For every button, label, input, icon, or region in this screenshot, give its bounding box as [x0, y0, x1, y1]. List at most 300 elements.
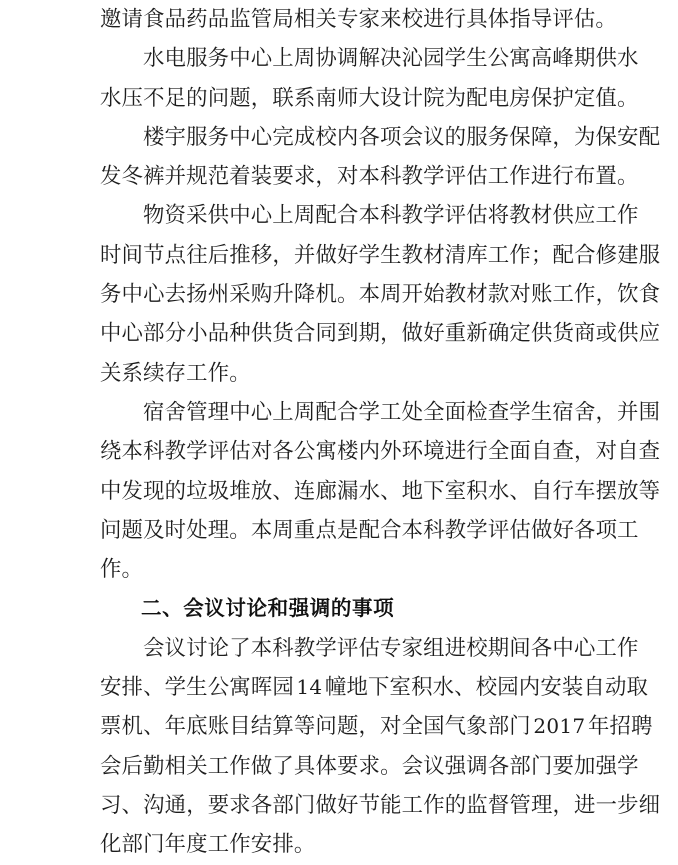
glyph: 解: [358, 46, 381, 72]
glyph: 评: [336, 635, 359, 661]
glyph: 估: [509, 517, 531, 543]
glyph: 协: [315, 46, 337, 72]
paragraph-line: [100, 393, 661, 432]
glyph: 周: [293, 203, 316, 229]
glyph: ，: [595, 399, 618, 425]
glyph: 要: [337, 753, 359, 779]
glyph: 行: [466, 439, 488, 465]
glyph: 、: [272, 478, 294, 504]
glyph: 评: [487, 517, 510, 543]
glyph: ，: [574, 439, 596, 465]
glyph: 进: [574, 792, 596, 818]
glyph: 楼: [143, 124, 165, 150]
glyph: 围: [638, 399, 661, 425]
paragraph-line: [100, 236, 661, 275]
glyph: 中: [229, 203, 251, 229]
glyph: 细: [638, 792, 661, 818]
glyph: 问: [100, 517, 122, 543]
glyph: 本: [358, 203, 381, 229]
line-indent: [100, 118, 143, 157]
paragraph-line: [100, 786, 661, 825]
glyph: 自: [530, 478, 553, 504]
glyph: 工: [380, 399, 402, 425]
glyph: 校: [315, 124, 337, 150]
glyph: 务: [207, 46, 230, 72]
glyph: 周: [293, 399, 316, 425]
glyph: 会: [100, 753, 122, 779]
glyph: ，: [552, 792, 575, 818]
glyph: 同: [315, 321, 338, 347]
glyph: 自: [530, 439, 553, 465]
glyph: 应: [638, 321, 661, 347]
glyph: 中: [552, 635, 574, 661]
glyph: 了: [229, 635, 251, 661]
glyph: 材: [423, 242, 445, 268]
glyph: 。: [337, 282, 359, 308]
glyph: 心: [573, 635, 596, 661]
inline-text: 幢地下室积水、校园内安装自动取: [324, 675, 649, 701]
glyph: 合: [293, 321, 316, 347]
glyph: 部: [143, 321, 165, 347]
inline-number: 2017: [533, 714, 586, 739]
glyph: 电: [164, 46, 187, 72]
glyph: 学: [186, 439, 208, 465]
glyph: 楼: [337, 439, 359, 465]
glyph: 体: [315, 753, 338, 779]
glyph: 堆: [229, 478, 251, 504]
paragraph-line: [100, 39, 639, 78]
glyph: 教: [164, 439, 187, 465]
glyph: 舍: [164, 399, 187, 425]
glyph: 服: [466, 124, 488, 150]
glyph: 调: [466, 753, 488, 779]
glyph: 修: [595, 242, 618, 268]
glyph: 物: [143, 203, 165, 229]
glyph: 服: [186, 46, 208, 72]
glyph: 应: [573, 203, 596, 229]
glyph: 后: [207, 242, 230, 268]
glyph: 习: [100, 792, 122, 818]
glyph: 节: [143, 242, 165, 268]
glyph: 作: [229, 753, 251, 779]
glyph: 生: [466, 46, 488, 72]
glyph: 教: [401, 203, 424, 229]
glyph: 管: [186, 399, 208, 425]
glyph: 心: [250, 399, 273, 425]
glyph: 连: [293, 478, 316, 504]
glyph: 做: [250, 753, 273, 779]
paragraph-line: 水压不足的问题，联系南师大设计院为配电房保护定值。: [100, 85, 639, 111]
glyph: 积: [466, 478, 488, 504]
glyph: ，: [272, 242, 294, 268]
glyph: 中: [229, 46, 251, 72]
glyph: 为: [573, 124, 596, 150]
glyph: 中: [121, 282, 144, 308]
glyph: 寓: [315, 439, 338, 465]
glyph: 心: [250, 203, 273, 229]
glyph: 好: [552, 517, 575, 543]
glyph: 务: [207, 124, 230, 150]
glyph: 工: [552, 282, 575, 308]
glyph: 环: [401, 439, 424, 465]
glyph: 配: [315, 203, 337, 229]
glyph: ，: [186, 792, 208, 818]
glyph: 心: [143, 282, 165, 308]
glyph: 供: [207, 203, 230, 229]
glyph: 本: [250, 517, 273, 543]
glyph: 议: [164, 635, 187, 661]
paragraph-line: 化部门年度工作安排。: [100, 832, 316, 858]
glyph: 期: [487, 635, 510, 661]
glyph: 各: [358, 124, 381, 150]
glyph: 商: [574, 321, 596, 347]
glyph: 各: [487, 753, 510, 779]
glyph: 供: [250, 321, 273, 347]
glyph: 寓: [509, 46, 531, 72]
glyph: 要: [552, 753, 575, 779]
glyph: 调: [336, 46, 359, 72]
glyph: 作: [509, 242, 531, 268]
glyph: 后: [121, 753, 144, 779]
glyph: 、: [121, 792, 144, 818]
glyph: 是: [337, 517, 359, 543]
glyph: 上: [272, 203, 294, 229]
glyph: 工: [207, 753, 230, 779]
glyph: 扬: [186, 282, 208, 308]
glyph: 饮: [617, 282, 639, 308]
glyph: 州: [207, 282, 230, 308]
glyph: 漏: [337, 478, 359, 504]
glyph: 各: [574, 517, 596, 543]
glyph: 论: [207, 635, 230, 661]
glyph: 生: [530, 399, 553, 425]
glyph: 采: [186, 203, 208, 229]
glyph: 各: [530, 635, 553, 661]
glyph: 校: [466, 635, 488, 661]
glyph: 重: [293, 517, 316, 543]
glyph: 工: [487, 242, 510, 268]
glyph: 、: [380, 478, 402, 504]
glyph: 求: [229, 792, 251, 818]
glyph: 了: [272, 753, 294, 779]
glyph: 合: [380, 517, 402, 543]
glyph: 进: [444, 635, 467, 661]
glyph: 加: [574, 753, 596, 779]
glyph: 室: [444, 478, 467, 504]
glyph: 中: [100, 478, 122, 504]
glyph: 安: [617, 124, 639, 150]
glyph: 内: [358, 439, 381, 465]
glyph: 建: [617, 242, 639, 268]
glyph: 合: [336, 399, 359, 425]
glyph: 境: [423, 439, 445, 465]
glyph: 会: [143, 635, 165, 661]
glyph: 估: [466, 203, 488, 229]
glyph: 绕: [100, 439, 122, 465]
glyph: 间: [509, 635, 531, 661]
glyph: 服: [638, 242, 661, 268]
glyph: 本: [401, 517, 424, 543]
glyph: 配: [358, 517, 381, 543]
glyph: 教: [401, 242, 424, 268]
paragraph-line: [100, 629, 639, 668]
glyph: 合: [574, 242, 596, 268]
glyph: 推: [229, 242, 251, 268]
glyph: 公: [293, 439, 316, 465]
glyph: 全: [423, 399, 445, 425]
glyph: 放: [250, 478, 273, 504]
glyph: 的: [164, 478, 187, 504]
glyph: 部: [272, 792, 294, 818]
glyph: 强: [444, 753, 467, 779]
glyph: 本: [121, 439, 144, 465]
glyph: 圾: [207, 478, 230, 504]
glyph: 现: [143, 478, 165, 504]
glyph: 议: [423, 753, 445, 779]
glyph: 舍: [573, 399, 596, 425]
glyph: 部: [509, 753, 531, 779]
paragraph-line: [100, 707, 653, 746]
glyph: 好: [337, 242, 359, 268]
glyph: 公: [487, 46, 510, 72]
glyph: 作: [617, 203, 639, 229]
paragraph-line: [100, 472, 661, 511]
glyph: 好: [423, 321, 445, 347]
glyph: 各: [250, 792, 273, 818]
glyph: 会: [401, 753, 424, 779]
paragraph-line: [100, 668, 649, 707]
glyph: 账: [530, 282, 553, 308]
glyph: 、: [509, 478, 531, 504]
glyph: 种: [229, 321, 251, 347]
glyph: ，: [552, 124, 574, 150]
glyph: 高: [530, 46, 553, 72]
glyph: 沁: [401, 46, 424, 72]
glyph: 供: [595, 46, 618, 72]
glyph: 去: [164, 282, 187, 308]
glyph: 库: [466, 242, 488, 268]
line-indent: [100, 393, 143, 432]
glyph: 会: [401, 124, 424, 150]
glyph: 资: [164, 203, 187, 229]
glyph: 。: [229, 517, 251, 543]
inline-text: 年招聘: [587, 714, 653, 740]
glyph: 面: [509, 439, 531, 465]
glyph: 学: [315, 635, 337, 661]
glyph: 始: [423, 282, 445, 308]
glyph: 并: [617, 399, 639, 425]
glyph: 配: [315, 399, 337, 425]
glyph: 对: [509, 282, 531, 308]
glyph: 理: [530, 792, 553, 818]
glyph: 园: [423, 46, 445, 72]
glyph: 学: [466, 517, 488, 543]
glyph: 教: [444, 282, 467, 308]
glyph: 要: [207, 792, 230, 818]
paragraph-line: [100, 314, 661, 353]
glyph: 水: [617, 46, 639, 72]
glyph: 上: [272, 399, 294, 425]
glyph: 门: [293, 792, 316, 818]
glyph: 对: [250, 439, 273, 465]
glyph: 水: [487, 478, 510, 504]
glyph: 评: [444, 203, 467, 229]
glyph: 时: [164, 517, 187, 543]
line-indent: [100, 39, 143, 78]
glyph: 工: [595, 203, 618, 229]
glyph: 保: [595, 124, 618, 150]
glyph: 服: [186, 124, 208, 150]
glyph: 将: [487, 203, 510, 229]
glyph: 检: [466, 399, 488, 425]
paragraph-line: 作。: [100, 557, 144, 583]
glyph: 成: [293, 124, 316, 150]
glyph: 科: [423, 517, 445, 543]
glyph: 时: [100, 242, 122, 268]
glyph: 宿: [552, 399, 574, 425]
paragraph-line: 发冬裤并规范着装要求，对本科教学评估工作进行布置。: [100, 164, 639, 190]
glyph: 科: [143, 439, 165, 465]
glyph: 升: [272, 282, 294, 308]
glyph: 决: [380, 46, 402, 72]
glyph: 心: [121, 321, 144, 347]
glyph: 做: [315, 242, 338, 268]
glyph: 食: [638, 282, 661, 308]
glyph: 估: [229, 439, 251, 465]
paragraph-line: [100, 275, 661, 314]
paragraph-line: 关系续存工作。: [100, 360, 251, 386]
glyph: 务: [100, 282, 122, 308]
glyph: 学: [358, 242, 381, 268]
glyph: 开: [401, 282, 424, 308]
glyph: 机: [315, 282, 338, 308]
glyph: 教: [509, 203, 531, 229]
glyph: 期: [573, 46, 596, 72]
glyph: 定: [509, 321, 531, 347]
glyph: 做: [530, 517, 553, 543]
glyph: 摆: [595, 478, 618, 504]
glyph: 货: [552, 321, 575, 347]
glyph: 题: [121, 517, 144, 543]
glyph: 本: [358, 282, 381, 308]
glyph: 查: [487, 399, 510, 425]
glyph: 查: [552, 439, 575, 465]
glyph: 到: [337, 321, 359, 347]
glyph: 内: [336, 124, 359, 150]
paragraph-line: [100, 118, 661, 157]
glyph: 学: [358, 399, 381, 425]
paragraph-line: [100, 432, 661, 471]
glyph: 周: [272, 517, 294, 543]
glyph: 期: [358, 321, 381, 347]
glyph: 往: [186, 242, 208, 268]
glyph: 的: [444, 792, 467, 818]
glyph: 项: [595, 517, 618, 543]
glyph: 工: [401, 792, 424, 818]
glyph: 新: [466, 321, 488, 347]
glyph: 中: [100, 321, 122, 347]
glyph: 移: [250, 242, 273, 268]
glyph: 各: [272, 439, 294, 465]
glyph: 科: [380, 203, 402, 229]
glyph: 材: [466, 282, 488, 308]
glyph: 材: [530, 203, 553, 229]
glyph: 配: [638, 124, 661, 150]
glyph: ，: [595, 282, 618, 308]
glyph: 对: [595, 439, 618, 465]
paragraph-line: 邀请食品药品监管局相关专家来校进行具体指导评估。: [100, 7, 617, 32]
glyph: 小: [186, 321, 208, 347]
glyph: 等: [638, 478, 661, 504]
inline-text: 安排、学生公寓晖园: [100, 675, 294, 701]
glyph: 督: [487, 792, 510, 818]
glyph: 组: [423, 635, 445, 661]
glyph: 或: [595, 321, 618, 347]
glyph: 宿: [143, 399, 165, 425]
glyph: 中: [229, 399, 251, 425]
line-indent: [100, 196, 143, 235]
glyph: 周: [293, 46, 316, 72]
glyph: 采: [229, 282, 251, 308]
glyph: 项: [380, 124, 402, 150]
glyph: 水: [143, 46, 165, 72]
glyph: 下: [423, 478, 445, 504]
glyph: 具: [293, 753, 316, 779]
glyph: 监: [466, 792, 488, 818]
glyph: 配: [552, 242, 575, 268]
glyph: ，: [380, 321, 402, 347]
inline-text: 票机、年底账目结算等问题，对全国气象部门: [100, 714, 531, 740]
glyph: 供: [530, 321, 553, 347]
glyph: 外: [380, 439, 402, 465]
glyph: 的: [444, 124, 467, 150]
glyph: 工: [595, 635, 618, 661]
glyph: 学: [444, 46, 467, 72]
glyph: 自: [617, 439, 639, 465]
glyph: 发: [121, 478, 144, 504]
glyph: 通: [164, 792, 187, 818]
glyph: 障: [530, 124, 553, 150]
glyph: 确: [487, 321, 510, 347]
glyph: 放: [617, 478, 639, 504]
document-text-column: [100, 0, 661, 865]
glyph: 学: [509, 399, 531, 425]
glyph: 家: [401, 635, 424, 661]
glyph: 心: [250, 124, 273, 150]
glyph: 务: [487, 124, 510, 150]
glyph: 供: [552, 203, 574, 229]
glyph: 点: [315, 517, 338, 543]
inline-number: 14: [296, 675, 323, 700]
glyph: 步: [617, 792, 639, 818]
glyph: 估: [358, 635, 381, 661]
glyph: 处: [186, 517, 208, 543]
glyph: 教: [444, 517, 467, 543]
paragraph-line: [100, 511, 639, 550]
glyph: 车: [574, 478, 596, 504]
glyph: 处: [401, 399, 424, 425]
glyph: 并: [293, 242, 316, 268]
glyph: 做: [315, 792, 338, 818]
glyph: 生: [380, 242, 402, 268]
glyph: 分: [164, 321, 187, 347]
glyph: 及: [143, 517, 165, 543]
glyph: 关: [186, 753, 208, 779]
glyph: 节: [358, 792, 381, 818]
glyph: 工: [617, 517, 639, 543]
glyph: 垃: [186, 478, 208, 504]
glyph: 间: [121, 242, 144, 268]
